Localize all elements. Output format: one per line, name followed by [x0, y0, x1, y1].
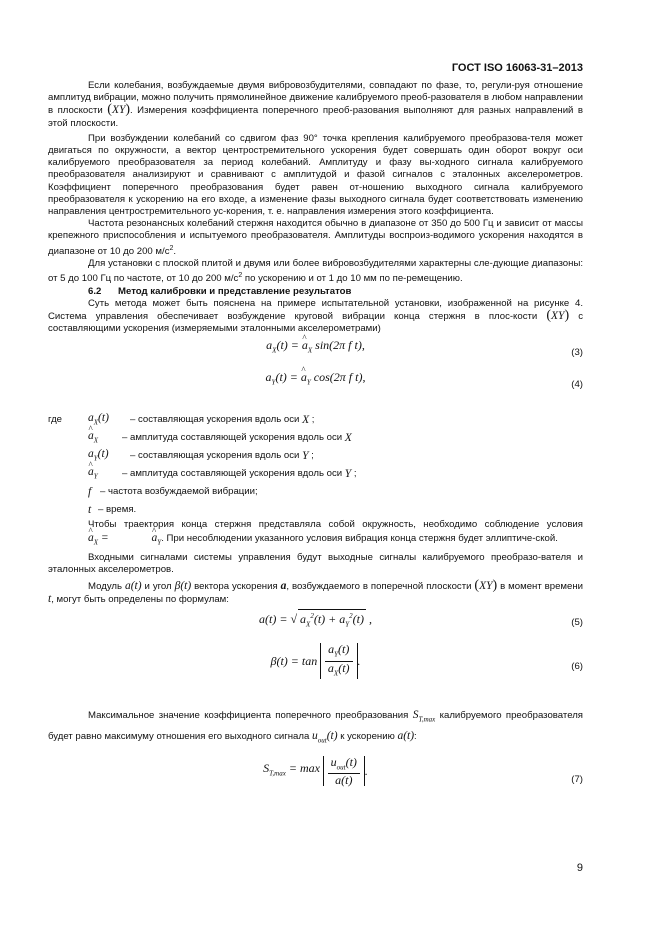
equation-4: $a_Y(t) = a$ $\^{}_Y$ cos(2π f t), (4) [48, 371, 583, 403]
equation-7: $S_{T,max} = \max$ $\frac{u_{out}(t)}{a(t)}$ . (7) [263, 754, 583, 788]
definition-row: где $a_X(t)$ – составляющая ускорения вдоль оси X ; [48, 412, 315, 427]
equation-6: β(t) = tan $\frac{a_Y(t)}{a_X(t)}$ . (6) [48, 643, 583, 691]
paragraph-6: Чтобы траектория конца стержня представляла собой окружность, необходимо соблюдение условия a $\^{}_X = a$ $\^{}_Y$. При несоблюдении указанного условия вибрация конца стержня будет эллиптиче-ской. [48, 519, 583, 548]
equation-5: a(t) = √ $a_X^2(t) + a_Y^2(t)$ , (5) [48, 609, 583, 639]
paragraph-7: Входными сигналами системы управления будут выходные сигналы калибруемого преобразо-вателя и эталонных акселерометров. [48, 552, 583, 576]
equation-3: $a_X(t) = a$ $\^{}_X$ sin(2π f t), (3) [48, 339, 583, 371]
equation-number-6: (6) [571, 660, 583, 672]
paragraph-9: Максимальное значение коэффициента поперечного преобразования $S_{T,max}$ калибруемого преобразователя будет равно максимуму отношения его выходного сигнала $u_{out}(t)$ к ускорению a(t): [48, 708, 584, 745]
paragraph-2: При возбуждении колебаний со сдвигом фаз 90° точка крепления калибруемого преобразова-теля может двигаться по окружности, а вектор центростремительного ускорения будет совершать один оборот вокруг оси калибруемого преобразователя за период колебаний. Амплитуду и фазу вы-ходного сигнала калибруемого преобразователя анализируют и сравнивают с амплитудой и фазой сигналов с эталонных акселерометров. Коэффициент поперечного преобразования будет равен от-ношению выходного сигнала калибруемого преобразователя к ускорению на его входе, а изменение фазы выходного сигнала будет соответствовать изменению направления центростремительного ус-корения, т. е. направления измерения этого коэффициента. [48, 132, 583, 218]
document-body [48, 80, 583, 804]
definition-row: f – частота возбуждаемой вибрации; [88, 486, 258, 499]
definition-row: t – время. [88, 504, 137, 517]
definition-row: a $\^{}_Y$ – амплитуда составляющей ускорения вдоль оси Y ; [48, 465, 583, 483]
section-heading: 6.2 Метод калибровки и представление результатов [88, 285, 352, 297]
document-header: ГОСТ ISO 16063-31–2013 [451, 62, 583, 74]
paragraph-5: Суть метода может быть пояснена на примере испытательной установки, изображенной на рисунке 4. Система управления обеспечивает возбуждение круговой вибрации конца стержня в плос-кости (XY) с составляющими ускорения (измеряемыми эталонными акселерометрами) [48, 297, 583, 335]
page-number: 9 [576, 862, 583, 874]
equation-number-3: (3) [571, 347, 583, 359]
definitions-list [48, 411, 583, 519]
equation-number-5: (5) [571, 616, 583, 628]
equation-number-4: (4) [571, 379, 583, 391]
paragraph-3: Частота резонансных колебаний стержня находится обычно в диапазоне от 350 до 500 Гц и зависит от массы крепежного приспособления и испытуемого преобразователя. Амплитуды воспроиз-водимого ускорения находятся в диапазоне от 10 до 200 $м/с^2$. [48, 218, 583, 257]
paragraph-1: Если колебания, возбуждаемые двумя вибровозбудителями, совпадают по фазе, то, регули-руя отношение амплитуд вибрации, можно получить прямолинейное движение калибруемого преоб-разователя в любом направлении в плоскости (XY). Измерения коэффициента поперечного преоб-разования выполняют для разных направлений в этой плоскости. [48, 80, 583, 129]
definition-row: $a_Y(t)$ – составляющая ускорения вдоль оси Y ; [88, 448, 314, 463]
paragraph-8: Модуль a(t) и угол β(t) вектора ускорения a, возбуждаемого в поперечной плоскости (XY) в момент времени t, могут быть определены по формулам: [48, 577, 584, 605]
equation-number-7: (7) [571, 773, 583, 785]
definition-row: a $\^{}_X$ – амплитуда составляющей ускорения вдоль оси X [48, 429, 583, 447]
paragraph-4: Для установки с плоской плитой и двумя или более вибровозбудителями характерны сле-дующие диапазоны: от 5 до 100 Гц по частоте, от 10 до 200 $м/с^2$ по ускорению и от 1 до 10 мм по пе-ремещению. [48, 258, 583, 285]
